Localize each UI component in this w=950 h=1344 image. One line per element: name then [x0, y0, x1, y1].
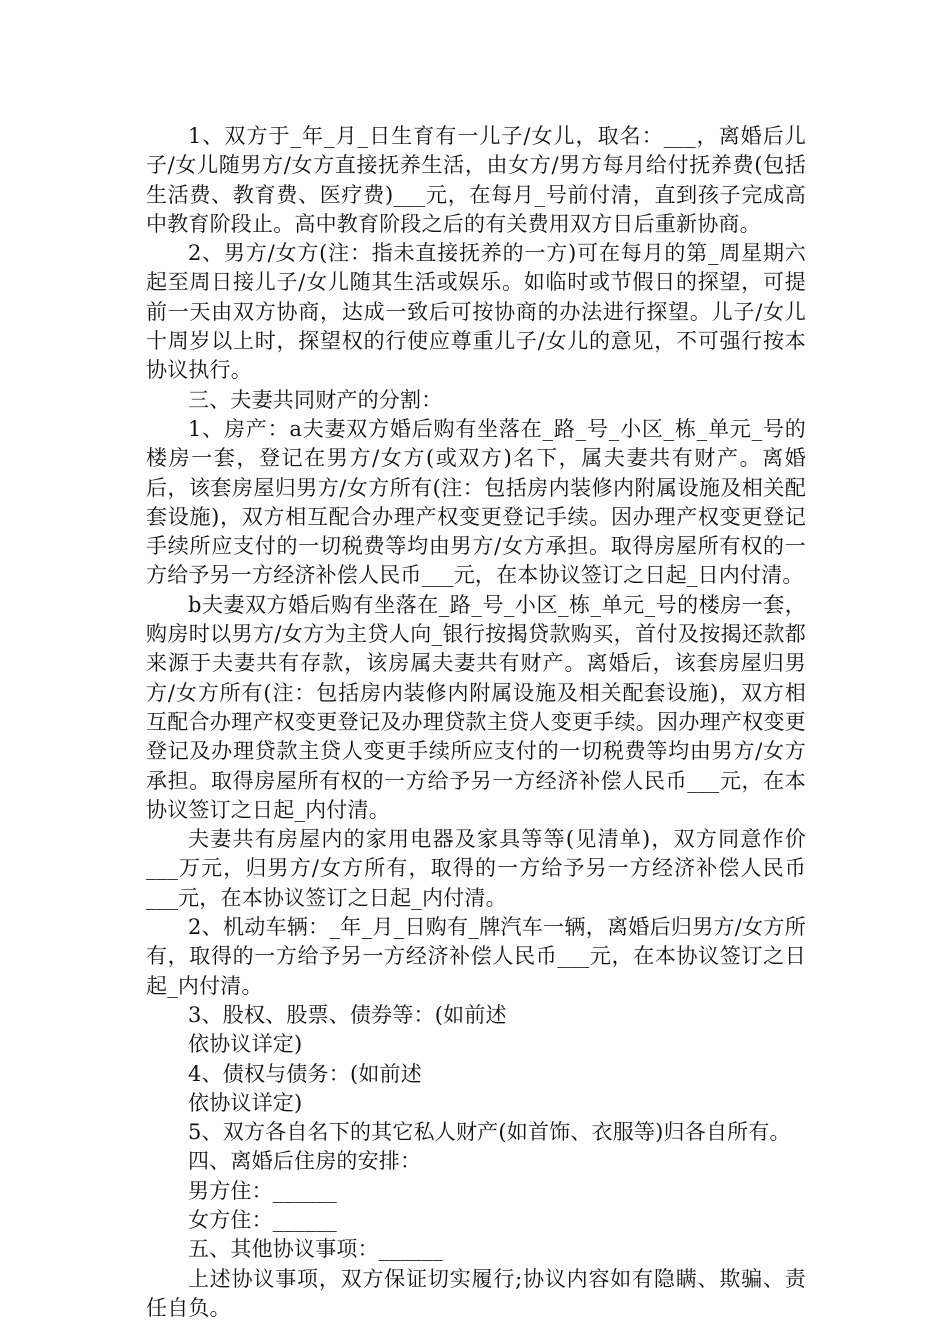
paragraph-female-housing: 女方住：______: [188, 1207, 337, 1232]
paragraph-vehicle: 2、机动车辆：_年_月_日购有_牌汽车一辆，离婚后归男方/女方所有，取得的一方给予另一方经济补偿人民币___元，在本协议签订之日起_内付清。: [146, 915, 806, 998]
paragraph-equity-cont: 依协议详定): [188, 1032, 303, 1057]
section-heading-housing: 四、离婚后住房的安排：: [188, 1149, 422, 1174]
paragraph-debts-cont: 依协议详定): [188, 1090, 303, 1115]
paragraph-appliances: 夫妻共有房屋内的家用电器及家具等等(见清单)，双方同意作价___万元，归男方/女方所有，取得的一方给予另一方经济补偿人民币___元，在本协议签订之日起_内付清。: [146, 827, 806, 910]
paragraph-equity: 3、股权、股票、债券等：(如前述: [188, 1002, 507, 1027]
paragraph-visitation: 2、男方/女方(注：指未直接抚养的一方)可在每月的第_周星期六起至周日接儿子/女儿随其生活或娱乐。如临时或节假日的探望，可提前一天由双方协商，达成一致后可按协商的办法进行探望。儿子/女儿十周岁以上时，探望权的行使应尊重儿子/女儿的意见，不可强行按本协议执行。: [146, 241, 806, 383]
paragraph-male-housing: 男方住：______: [188, 1178, 337, 1203]
document-body: [146, 122, 806, 1323]
paragraph-house-a: 1、房产：a夫妻双方婚后购有坐落在_路_号_小区_栋_单元_号的楼房一套，登记在男方/女方(或双方)名下，属夫妻共有财产。离婚后，该套房屋归男方/女方所有(注：包括房内装修内附属设施及相关配套设施)，双方相互配合办理产权变更登记手续。因办理产权变更登记手续所应支付的一切税费等均由男方/女方承担。取得房屋所有权的一方给予另一方经济补偿人民币___元，在本协议签订之日起_日内付清。: [146, 416, 806, 588]
paragraph-debts: 4、债权与债务：(如前述: [188, 1061, 422, 1086]
section-heading-other: 五、其他协议事项：______: [188, 1237, 443, 1262]
paragraph-closing: 上述协议事项，双方保证切实履行;协议内容如有隐瞒、欺骗、责任自负。: [146, 1266, 806, 1320]
paragraph-house-b: b夫妻双方婚后购有坐落在_路_号_小区_栋_单元_号的楼房一套，购房时以男方/女方为主贷人向_银行按揭贷款购买，首付及按揭还款都来源于夫妻共有存款，该房属夫妻共有财产。离婚后，该套房屋归男方/女方所有(注：包括房内装修内附属设施及相关配套设施)，双方相互配合办理产权变更登记及办理贷款主贷人变更手续。因办理产权变更登记及办理贷款主贷人变更手续所应支付的一切税费等均由男方/女方承担。取得房屋所有权的一方给予另一方经济补偿人民币___元，在本协议签订之日起_内付清。: [146, 592, 806, 822]
paragraph-private-property: 5、双方各自名下的其它私人财产(如首饰、衣服等)归各自所有。: [188, 1120, 791, 1145]
section-heading-property: 三、夫妻共同财产的分割：: [188, 387, 443, 412]
paragraph-child-custody: 1、双方于_年_月_日生育有一儿子/女儿，取名：___，离婚后儿子/女儿随男方/女方直接抚养生活，由女方/男方每月给付抚养费(包括生活费、教育费、医疗费)___元，在每月_号前付清，直到孩子完成高中教育阶段止。高中教育阶段之后的有关费用双方日后重新协商。: [146, 124, 806, 236]
